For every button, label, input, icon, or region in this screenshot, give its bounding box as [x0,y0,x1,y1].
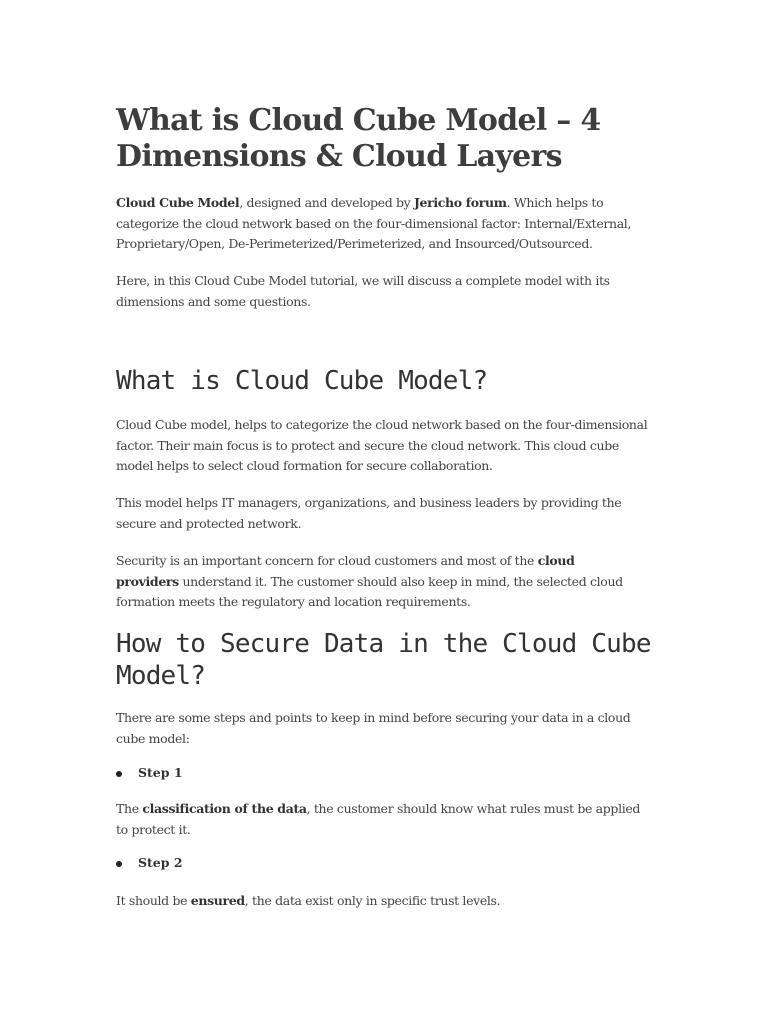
security-text: Security is an important concern for cloud customers and most of the [116,553,538,568]
page-title [116,103,656,175]
tutorial-paragraph [116,271,656,312]
step-1-paragraph [116,799,656,840]
security-paragraph [116,551,656,613]
page-title-line-1: What is Cloud Cube Model – 4 [116,103,601,138]
definition-line: factor. Their main focus is to protect and secure the cloud network. This cloud cube [116,437,619,453]
security-bold-providers: providers [116,573,179,589]
intro-line: Proprietary/Open, De-Perimeterized/Perimeterized, and Insourced/Outsourced. [116,236,593,251]
step-1-label: Step 1 [138,765,183,780]
section-heading-what-is: What is Cloud Cube Model? [116,366,488,396]
step-2-paragraph [116,891,656,912]
step-1-text: , the customer should know what rules must be applied [306,801,641,816]
intro-line: categorize the cloud network based on the four-dimensional factor: Internal/External, [116,215,632,231]
bullet-dot-icon [116,861,122,867]
intro-text: . Which helps to [506,195,604,210]
step-1-bold: classification of the data [142,801,307,816]
steps-intro-line: cube model: [116,730,190,746]
audience-line: This model helps IT managers, organizations, and business leaders by providing the [116,495,622,510]
definition-paragraph [116,415,656,477]
bullet-dot-icon [116,771,122,777]
steps-intro-line: There are some steps and points to keep in mind before securing your data in a cloud [116,710,631,725]
security-bold-cloud: cloud [537,553,575,568]
intro-paragraph [116,193,656,255]
definition-line: model helps to select cloud formation for secure collaboration. [116,458,493,473]
intro-bold-cloud-cube-model: Cloud Cube Model [116,195,240,210]
step-2-bold: ensured [190,893,245,908]
step-1-line: to protect it. [116,821,191,837]
intro-text: , designed and developed by [239,195,414,210]
page-title-line-2: Dimensions & Cloud Layers [116,139,562,174]
steps-intro-paragraph [116,708,656,749]
audience-line: secure and protected network. [116,515,302,531]
step-2-text: It should be [116,893,191,908]
audience-paragraph [116,493,656,534]
definition-line: Cloud Cube model, helps to categorize the cloud network based on the four-dimensional [116,417,648,432]
section-heading-line-1: How to Secure Data in the Cloud Cube [116,629,651,659]
section-heading-how-to-secure [116,628,656,692]
security-line: formation meets the regulatory and location requirements. [116,594,471,609]
intro-bold-jericho-forum: Jericho forum [413,195,507,210]
step-1-text: The [116,801,143,816]
step-2-label: Step 2 [138,855,183,870]
section-heading-line-2: Model? [116,661,206,691]
security-text: understand it. The customer should also keep in mind, the selected cloud [178,573,623,589]
step-2-text: , the data exist only in specific trust levels. [244,893,501,908]
tutorial-line: dimensions and some questions. [116,293,311,309]
tutorial-line: Here, in this Cloud Cube Model tutorial, we will discuss a complete model with its [116,273,610,288]
